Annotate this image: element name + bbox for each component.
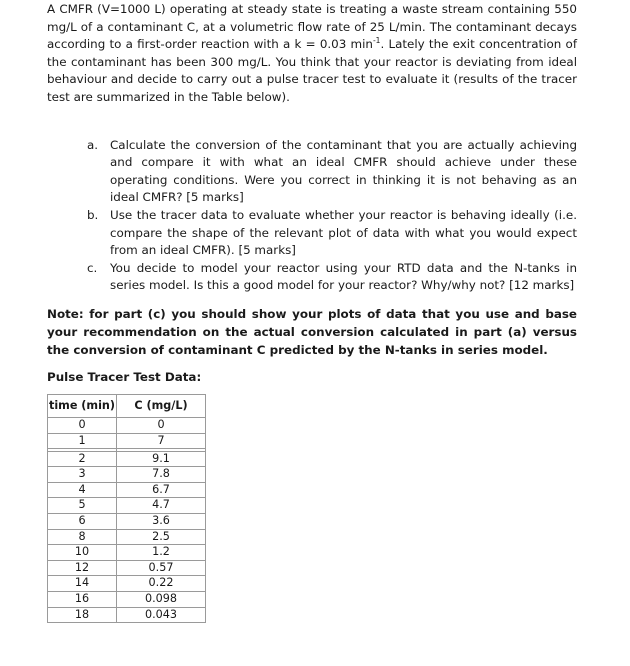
table-row — [48, 576, 206, 592]
document — [47, 1, 577, 623]
table-row — [48, 607, 206, 623]
concentration-cell: 7 — [117, 433, 206, 449]
question-text: You decide to model your reactor using your RTD data and the N-tanks in series model. Is this a good model for your reactor? Why/why not? [12 marks] — [110, 260, 577, 293]
time-cell: 14 — [48, 576, 117, 592]
table-row — [48, 433, 206, 449]
concentration-cell: 3.6 — [117, 513, 206, 529]
table-row — [48, 529, 206, 545]
table-row — [48, 417, 206, 433]
concentration-cell: 1.2 — [117, 545, 206, 561]
column-header-concentration: C (mg/L) — [117, 394, 206, 417]
question-a — [87, 137, 577, 207]
concentration-cell: 2.5 — [117, 529, 206, 545]
concentration-cell: 4.7 — [117, 498, 206, 514]
table-header-row — [48, 394, 206, 417]
concentration-cell: 0.22 — [117, 576, 206, 592]
time-cell: 0 — [48, 417, 117, 433]
concentration-cell: 9.1 — [117, 451, 206, 467]
concentration-cell: 0.043 — [117, 607, 206, 623]
question-list — [87, 137, 577, 295]
question-b — [87, 207, 577, 260]
table-row — [48, 513, 206, 529]
table-row — [48, 467, 206, 483]
column-header-time: time (min) — [48, 394, 117, 417]
time-cell: 18 — [48, 607, 117, 623]
time-cell: 10 — [48, 545, 117, 561]
problem-statement — [47, 1, 577, 107]
question-text: Use the tracer data to evaluate whether your reactor is behaving ideally (i.e. compare the shape of the relevant plot of data with what you would expect from an ideal CMFR). [5 marks] — [110, 207, 577, 258]
concentration-cell: 0.098 — [117, 591, 206, 607]
question-letter: b. — [87, 207, 99, 222]
time-cell: 16 — [48, 591, 117, 607]
question-text: Calculate the conversion of the contaminant that you are actually achieving and compare it with what an ideal CMFR should achieve under these operating conditions. Were you correct in thinking it is not behaving as an ideal CMFR? [5 marks] — [110, 137, 577, 205]
time-cell: 12 — [48, 560, 117, 576]
concentration-cell: 0 — [117, 417, 206, 433]
tracer-data-table — [47, 394, 206, 623]
table-row — [48, 591, 206, 607]
rate-constant-exponent: -1 — [372, 36, 381, 46]
time-cell: 6 — [48, 513, 117, 529]
problem-statement-part2: . Lately the exit concentration of the contaminant has been 300 mg/L. You think that your reactor is deviating from ideal behaviour and decide to carry out a pulse tracer test to evaluate it (results of the tracer test are summarized in the Table below). — [47, 37, 578, 104]
table-row — [48, 560, 206, 576]
concentration-cell: 7.8 — [117, 467, 206, 483]
question-c — [87, 260, 577, 295]
table-row — [48, 451, 206, 467]
time-cell: 1 — [48, 433, 117, 449]
time-cell: 5 — [48, 498, 117, 514]
question-letter: a. — [87, 137, 99, 152]
question-letter: c. — [87, 260, 98, 275]
time-cell: 3 — [48, 467, 117, 483]
table-row — [48, 482, 206, 498]
time-cell: 8 — [48, 529, 117, 545]
table-row — [48, 498, 206, 514]
time-cell: 2 — [48, 451, 117, 467]
concentration-cell: 0.57 — [117, 560, 206, 576]
note: Note: for part (c) you should show your plots of data that you use and base your recommendation on the actual conversion calculated in part (a) versus the conversion of contaminant C predicted by the N-tanks in series model. — [47, 306, 577, 357]
table-title: Pulse Tracer Test Data: — [47, 369, 202, 384]
concentration-cell: 6.7 — [117, 482, 206, 498]
table-row — [48, 545, 206, 561]
problem-statement-part1: A CMFR (V=1000 L) operating at steady state is treating a waste stream containing 550 mg/L of a contaminant C, at a volumetric flow rate of 25 L/min. The contaminant decays according to a first-order reaction with a k = 0.03 min — [47, 2, 577, 52]
time-cell: 4 — [48, 482, 117, 498]
